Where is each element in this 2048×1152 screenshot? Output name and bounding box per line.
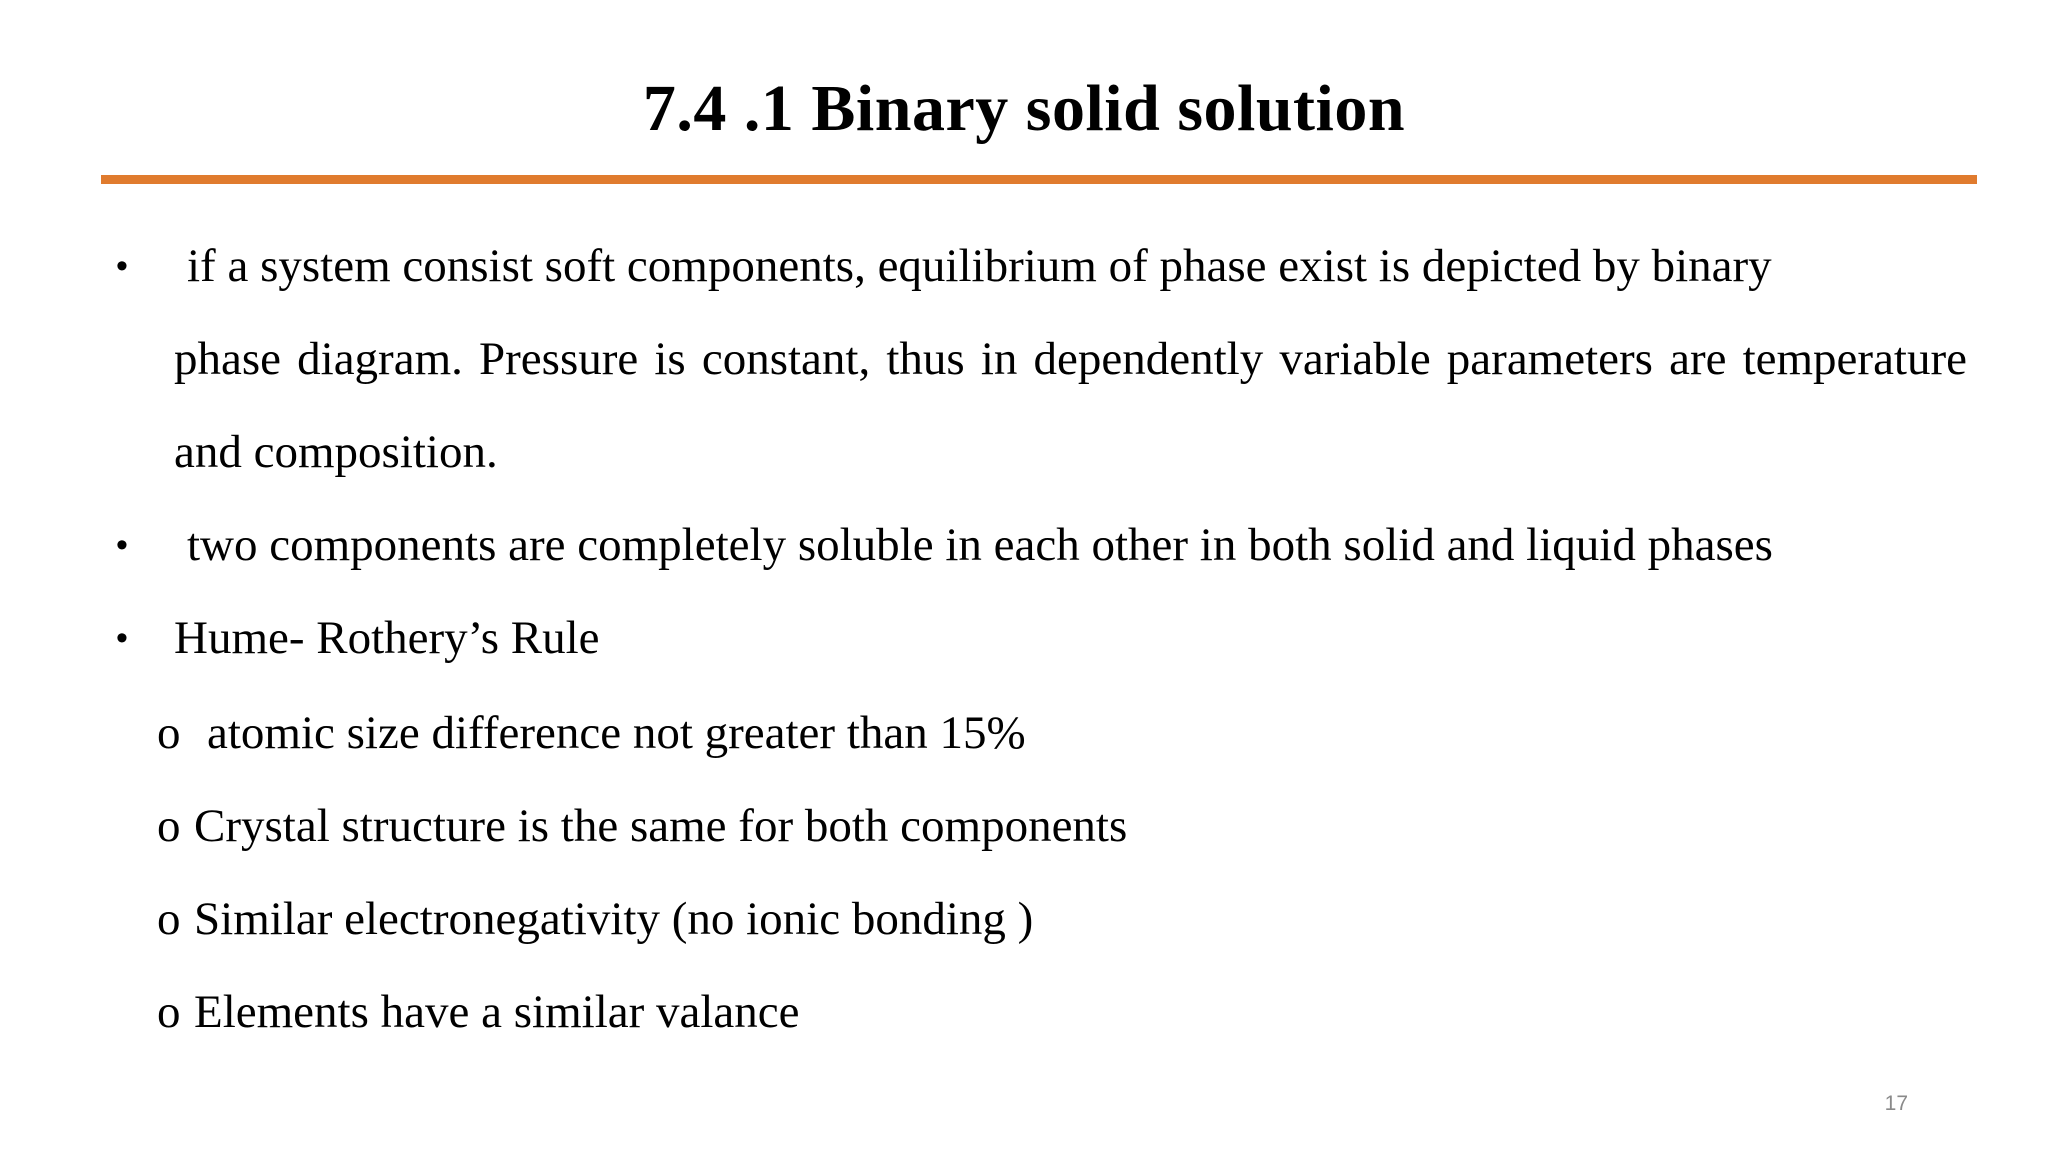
bullet-2-text: two components are completely soluble in each other in both solid and liquid phases [187,519,1773,571]
sub-bullet-marker: o [157,707,181,759]
bullet-marker: • [116,247,128,285]
bullet-3-text: Hume- Rothery’s Rule [174,612,600,664]
sub-bullet-marker: o [157,893,181,945]
sub-item-2: Crystal structure is the same for both components [194,800,1128,852]
title-underline [101,175,1977,184]
sub-bullet-marker: o [157,986,181,1038]
bullet-1-continuation: phase diagram. Pressure is constant, thus in dependently variable parameters are temperature and composition. [174,333,1967,478]
page-number: 17 [1884,1092,1908,1115]
sub-item-4: Elements have a similar valance [194,986,800,1038]
sub-item-3: Similar electronegativity (no ionic bonding ) [194,893,1034,945]
sub-bullet-marker: o [157,800,181,852]
sub-item-1: atomic size difference not greater than 15% [207,707,1026,759]
bullet-marker: • [116,619,128,657]
slide-title: 7.4 .1 Binary solid solution [642,72,1406,145]
bullet-1-line-1: if a system consist soft components, equilibrium of phase exist is depicted by binary [187,240,1772,292]
bullet-marker: • [116,526,128,564]
